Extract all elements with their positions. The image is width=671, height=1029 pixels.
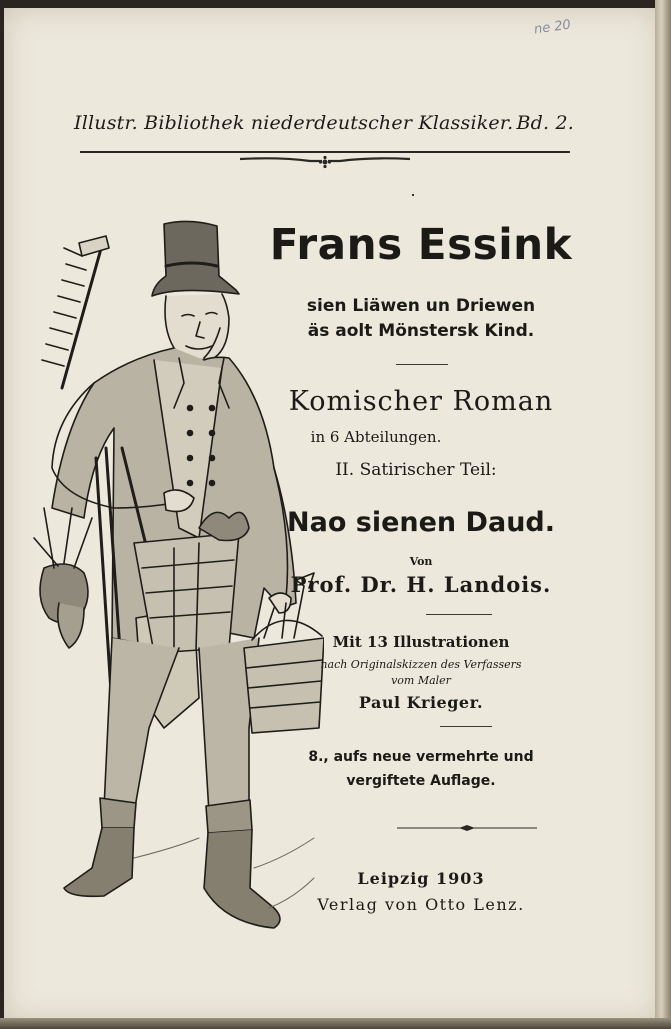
subtitle-line-1: sien Liäwen un Driewen xyxy=(306,296,536,316)
painter-name: Paul Krieger. xyxy=(358,693,484,712)
subtitle-line-2: äs aolt Mönstersk Kind. xyxy=(307,321,535,341)
part-label: II. Satirischer Teil: xyxy=(335,460,497,480)
by-label: Von xyxy=(409,555,433,568)
book-title: Frans Essink xyxy=(269,220,573,270)
header-rule xyxy=(80,151,570,153)
diamond-divider xyxy=(397,825,537,831)
edition-line-2: vergiftete Auflage. xyxy=(346,773,496,789)
illustrations-line-1: Mit 13 Illustrationen xyxy=(332,633,510,651)
edition-line-1: 8., aufs neue vermehrte und xyxy=(308,749,534,765)
illustrations-line-3: vom Maler xyxy=(391,674,451,687)
parts-count: in 6 Abteilungen. xyxy=(310,428,442,446)
divider-rule-1 xyxy=(396,364,448,365)
illustrations-line-2: nach Originalskizzen des Verfassers xyxy=(320,658,522,671)
publisher: Verlag von Otto Lenz. xyxy=(317,895,525,914)
book-edge-right xyxy=(655,0,671,1029)
genre: Komischer Roman xyxy=(288,386,554,417)
pencil-annotation: ne 20 xyxy=(533,17,572,38)
place-year: Leipzig 1903 xyxy=(357,869,485,888)
series-header xyxy=(74,112,574,134)
ornament-divider xyxy=(240,154,410,172)
volume-number: Bd. 2. xyxy=(516,112,574,134)
edition xyxy=(266,745,576,793)
divider-rule-2 xyxy=(426,614,492,615)
dot-mark xyxy=(412,194,414,196)
series-title: Illustr. Bibliothek niederdeutscher Klassiker. xyxy=(74,112,514,134)
title-page xyxy=(4,8,660,1022)
author: Prof. Dr. H. Landois. xyxy=(290,572,552,597)
part-title: Nao sienen Daud. xyxy=(287,507,555,538)
subtitle xyxy=(266,294,576,344)
divider-rule-3 xyxy=(440,726,492,727)
book-edge-bottom xyxy=(0,1018,671,1029)
